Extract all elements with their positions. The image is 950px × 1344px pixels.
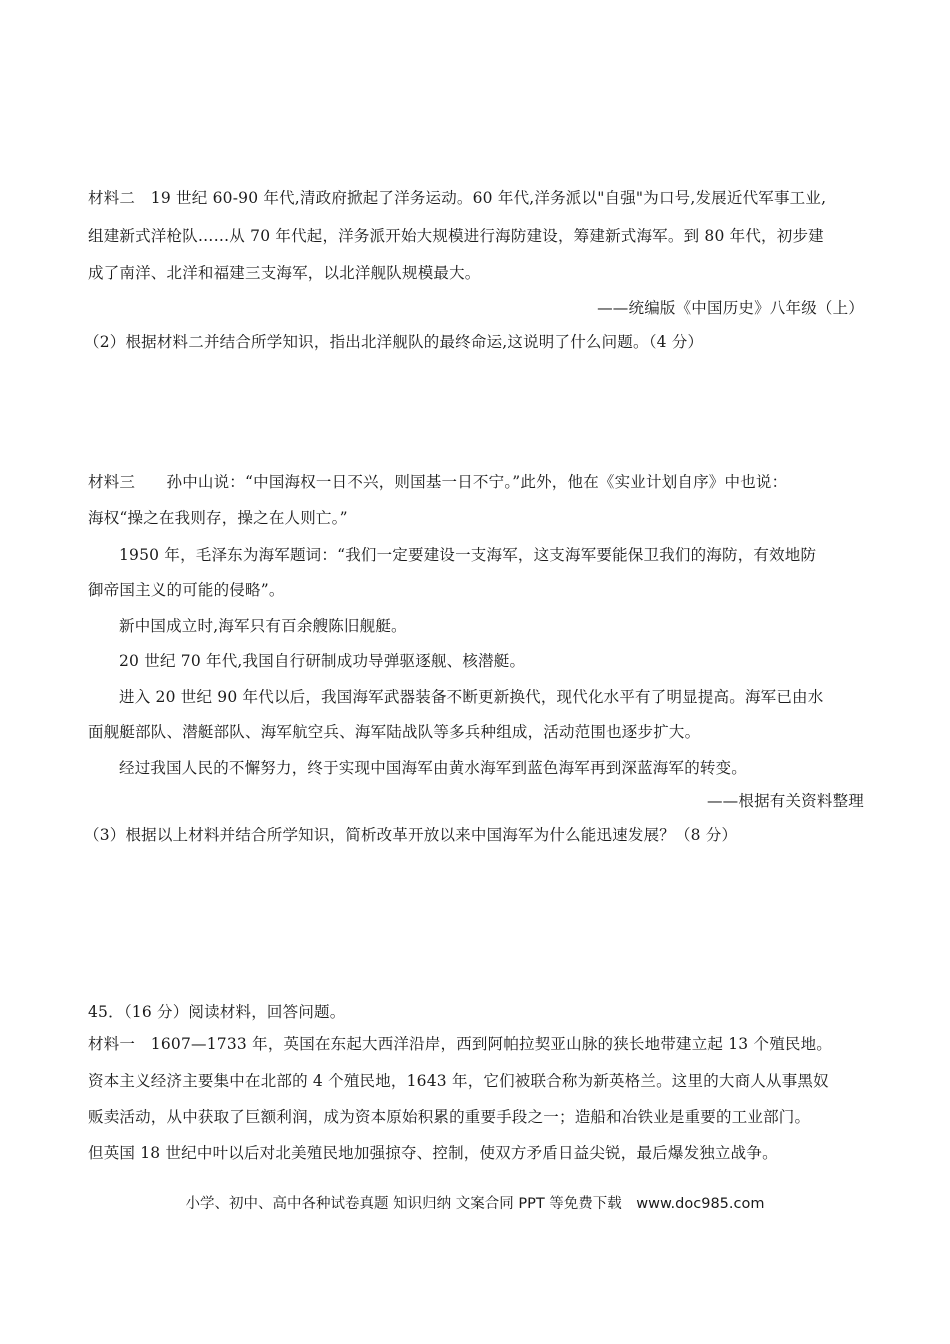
- page-footer: 小学、初中、高中各种试卷真题 知识归纳 文案合同 PPT 等免费下载 www.doc985.com: [185, 1196, 765, 1212]
- material-2-source: ——统编版《中国历史》八年级（上）: [597, 299, 864, 317]
- question-2: （2）根据材料二并结合所学知识，指出北洋舰队的最终命运,这说明了什么问题。（4 分）: [84, 333, 704, 351]
- material-3-line: 御帝国主义的可能的侵略”。: [88, 581, 285, 599]
- question-45-line: 材料一 1607—1733 年，英国在东起大西洋沿岸，西到阿帕拉契亚山脉的狭长地带建立起 13 个殖民地。: [88, 1035, 832, 1053]
- material-3-source: ——根据有关资料整理: [706, 792, 864, 810]
- question-45-line: 贩卖活动，从中获取了巨额利润，成为资本原始积累的重要手段之一；造船和冶铁业是重要的工业部门。: [88, 1108, 811, 1126]
- material-3-line: 经过我国人民的不懈努力，终于实现中国海军由黄水海军到蓝色海军再到深蓝海军的转变。: [119, 759, 748, 777]
- material-3-line: 材料三 孙中山说：“中国海权一日不兴，则国基一日不宁。”此外，他在《实业计划自序》中也说：: [88, 473, 788, 491]
- question-45-line: 但英国 18 世纪中叶以后对北美殖民地加强掠夺、控制，使双方矛盾日益尖锐，最后爆发独立战争。: [88, 1144, 778, 1162]
- question-45-heading: 45．（16 分）阅读材料，回答问题。: [88, 1003, 346, 1021]
- material-3-line: 海权“操之在我则存，操之在人则亡。”: [88, 509, 348, 527]
- material-3-line: 20 世纪 70 年代,我国自行研制成功导弹驱逐舰、核潜艇。: [119, 652, 526, 670]
- question-45-line: 资本主义经济主要集中在北部的 4 个殖民地，1643 年，它们被联合称为新英格兰。这里的大商人从事黑奴: [88, 1072, 829, 1090]
- question-3: （3）根据以上材料并结合所学知识，简析改革开放以来中国海军为什么能迅速发展？（8 分）: [84, 826, 738, 844]
- material-3-line: 1950 年，毛泽东为海军题词：“我们一定要建设一支海军，这支海军要能保卫我们的海防，有效地防: [119, 546, 817, 564]
- material-3-line: 进入 20 世纪 90 年代以后，我国海军武器装备不断更新换代，现代化水平有了明显提高。海军已由水: [119, 688, 824, 706]
- material-2-line: 组建新式洋枪队……从 70 年代起，洋务派开始大规模进行海防建设，筹建新式海军。到 80 年代，初步建: [88, 227, 824, 245]
- material-2-line: 材料二 19 世纪 60-90 年代,清政府掀起了洋务运动。60 年代,洋务派以"自强"为口号,发展近代军事工业,: [88, 189, 827, 207]
- material-3-line: 新中国成立时,海军只有百余艘陈旧舰艇。: [119, 617, 407, 635]
- material-2-line: 成了南洋、北洋和福建三支海军，以北洋舰队规模最大。: [88, 264, 481, 282]
- material-3-line: 面舰艇部队、潜艇部队、海军航空兵、海军陆战队等多兵种组成，活动范围也逐步扩大。: [88, 723, 701, 741]
